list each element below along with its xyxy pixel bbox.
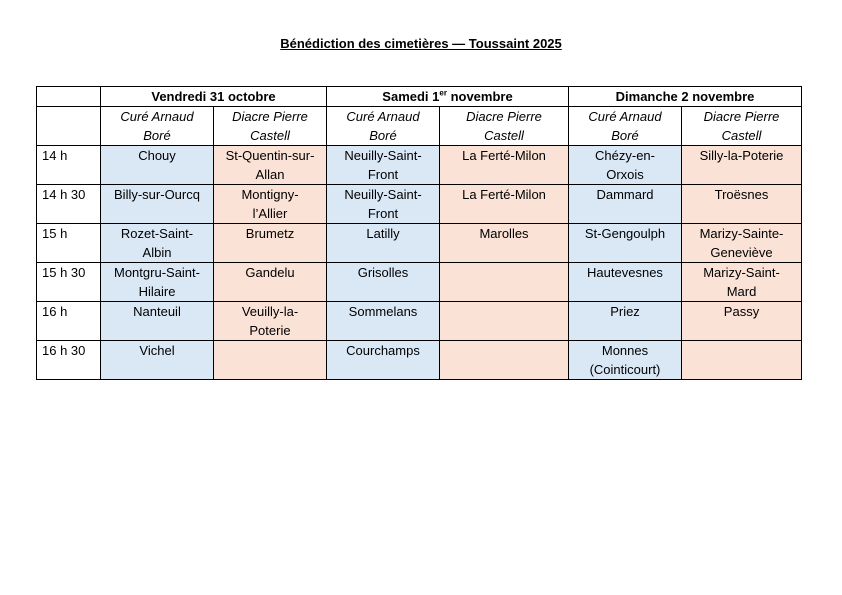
cemetery-name-continued: Poterie bbox=[249, 323, 291, 338]
cemetery-cell bbox=[569, 302, 682, 341]
cemetery-name: La Ferté-Milon bbox=[462, 148, 546, 163]
cemetery-cell bbox=[214, 146, 327, 185]
time-cell: 16 h bbox=[37, 302, 101, 341]
cemetery-name: Priez bbox=[610, 304, 640, 319]
cemetery-cell bbox=[101, 341, 214, 380]
cemetery-cell bbox=[682, 146, 802, 185]
cemetery-cell bbox=[214, 185, 327, 224]
officiant-surname: Boré bbox=[369, 128, 397, 143]
officiant-surname: Castell bbox=[250, 128, 290, 143]
cemetery-name: Neuilly-Saint- bbox=[344, 148, 422, 163]
cemetery-name-continued: (Cointicourt) bbox=[589, 362, 661, 377]
cemetery-cell bbox=[327, 146, 440, 185]
officiant-header bbox=[569, 107, 682, 146]
cemetery-cell bbox=[569, 185, 682, 224]
cemetery-cell bbox=[101, 146, 214, 185]
table-row bbox=[37, 224, 802, 263]
officiant-role-name: Diacre Pierre bbox=[466, 109, 542, 124]
cemetery-name: Chouy bbox=[138, 148, 176, 163]
cemetery-cell bbox=[101, 224, 214, 263]
cemetery-name: Nanteuil bbox=[133, 304, 181, 319]
document-title: Bénédiction des cimetières — Toussaint 2025 bbox=[280, 36, 562, 51]
officiant-header bbox=[440, 107, 569, 146]
cemetery-name: Dammard bbox=[596, 187, 654, 202]
cemetery-name: Monnes bbox=[601, 343, 649, 358]
officiant-surname: Castell bbox=[721, 128, 762, 143]
cemetery-cell bbox=[214, 302, 327, 341]
corner-cell bbox=[37, 87, 101, 107]
cemetery-cell bbox=[682, 224, 802, 263]
cemetery-name: Courchamps bbox=[346, 343, 420, 358]
cemetery-name-continued: Hilaire bbox=[138, 284, 176, 299]
cemetery-name: Marizy-Saint- bbox=[703, 265, 780, 280]
cemetery-cell bbox=[440, 185, 569, 224]
cemetery-cell bbox=[101, 302, 214, 341]
cemetery-name: Passy bbox=[723, 304, 760, 319]
time-cell: 14 h 30 bbox=[37, 185, 101, 224]
cemetery-cell bbox=[327, 224, 440, 263]
cemetery-cell bbox=[327, 185, 440, 224]
corner-cell bbox=[37, 107, 101, 146]
table-row bbox=[37, 263, 802, 302]
table-row bbox=[37, 185, 802, 224]
cemetery-cell bbox=[569, 224, 682, 263]
cemetery-name: Vichel bbox=[139, 343, 175, 358]
day-header-sunday: Dimanche 2 novembre bbox=[569, 87, 802, 107]
cemetery-name: Troësnes bbox=[714, 187, 769, 202]
cemetery-name: Billy-sur-Ourcq bbox=[114, 187, 200, 202]
officiant-header-row bbox=[37, 107, 802, 146]
time-cell: 16 h 30 bbox=[37, 341, 101, 380]
cemetery-name-continued: Front bbox=[367, 167, 399, 182]
time-cell: 15 h 30 bbox=[37, 263, 101, 302]
cemetery-cell bbox=[214, 263, 327, 302]
cemetery-name-continued: Allan bbox=[255, 167, 285, 182]
day-header-saturday: Samedi 1er novembre bbox=[327, 87, 569, 107]
cemetery-name: Neuilly-Saint- bbox=[344, 187, 422, 202]
cemetery-cell bbox=[327, 263, 440, 302]
cemetery-name-continued: Geneviève bbox=[710, 245, 773, 260]
cemetery-name: Chézy-en- bbox=[595, 148, 655, 163]
cemetery-name: St-Quentin-sur- bbox=[225, 148, 315, 163]
cemetery-cell bbox=[682, 302, 802, 341]
cemetery-cell bbox=[440, 302, 569, 341]
cemetery-cell bbox=[440, 146, 569, 185]
officiant-header bbox=[214, 107, 327, 146]
cemetery-name-continued: Mard bbox=[726, 284, 757, 299]
officiant-header bbox=[101, 107, 214, 146]
cemetery-name-continued: l’Allier bbox=[252, 206, 288, 221]
cemetery-name: Montigny- bbox=[241, 187, 299, 202]
cemetery-name: Montgru-Saint- bbox=[114, 265, 200, 280]
cemetery-cell bbox=[682, 185, 802, 224]
cemetery-name: St-Gengoulph bbox=[584, 226, 666, 241]
officiant-header bbox=[682, 107, 802, 146]
cemetery-cell bbox=[569, 146, 682, 185]
cemetery-name: La Ferté-Milon bbox=[462, 187, 546, 202]
cemetery-cell bbox=[101, 263, 214, 302]
cemetery-cell bbox=[682, 263, 802, 302]
cemetery-name: Gandelu bbox=[245, 265, 295, 280]
cemetery-cell bbox=[440, 263, 569, 302]
cemetery-cell bbox=[214, 224, 327, 263]
cemetery-name-continued: Albin bbox=[142, 245, 172, 260]
cemetery-cell bbox=[569, 263, 682, 302]
cemetery-cell bbox=[327, 302, 440, 341]
table-row bbox=[37, 302, 802, 341]
officiant-role-name: Curé Arnaud bbox=[120, 109, 194, 124]
cemetery-name: Silly-la-Poterie bbox=[699, 148, 784, 163]
table-row bbox=[37, 341, 802, 380]
cemetery-name: Grisolles bbox=[357, 265, 409, 280]
officiant-role-name: Curé Arnaud bbox=[346, 109, 420, 124]
cemetery-cell bbox=[682, 341, 802, 380]
officiant-role-name: Curé Arnaud bbox=[588, 109, 662, 124]
cemetery-cell bbox=[440, 224, 569, 263]
officiant-role-name: Diacre Pierre bbox=[703, 109, 780, 124]
time-cell: 15 h bbox=[37, 224, 101, 263]
cemetery-cell bbox=[327, 341, 440, 380]
cemetery-name-continued: Front bbox=[367, 206, 399, 221]
cemetery-cell bbox=[101, 185, 214, 224]
officiant-surname: Boré bbox=[611, 128, 639, 143]
cemetery-cell bbox=[569, 341, 682, 380]
cemetery-name: Marizy-Sainte- bbox=[699, 226, 784, 241]
schedule-table bbox=[36, 86, 802, 380]
cemetery-name: Veuilly-la- bbox=[241, 304, 299, 319]
cemetery-cell bbox=[214, 341, 327, 380]
officiant-surname: Castell bbox=[484, 128, 524, 143]
cemetery-name-continued: Orxois bbox=[606, 167, 644, 182]
cemetery-name: Hautevesnes bbox=[587, 265, 663, 280]
cemetery-name: Brumetz bbox=[245, 226, 295, 241]
officiant-role-name: Diacre Pierre bbox=[232, 109, 308, 124]
cemetery-name: Sommelans bbox=[348, 304, 418, 319]
cemetery-cell bbox=[440, 341, 569, 380]
officiant-surname: Boré bbox=[143, 128, 171, 143]
day-header-row bbox=[37, 87, 802, 107]
day-header-friday: Vendredi 31 octobre bbox=[101, 87, 327, 107]
cemetery-name: Latilly bbox=[366, 226, 400, 241]
cemetery-name: Marolles bbox=[479, 226, 529, 241]
cemetery-name: Rozet-Saint- bbox=[120, 226, 194, 241]
officiant-header bbox=[327, 107, 440, 146]
time-cell: 14 h bbox=[37, 146, 101, 185]
table-row bbox=[37, 146, 802, 185]
